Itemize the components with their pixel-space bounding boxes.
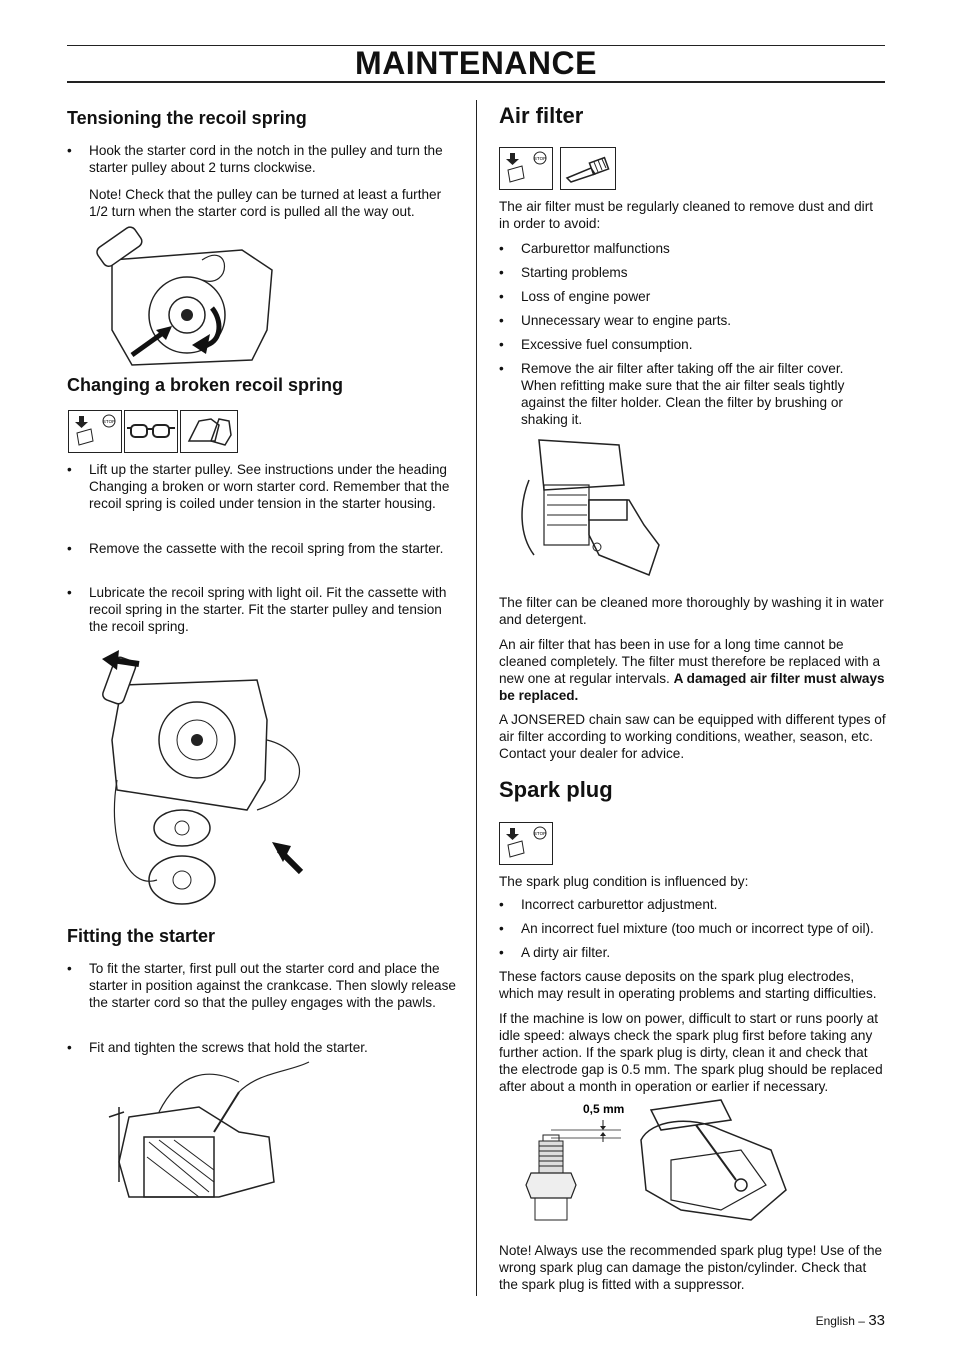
spark-plug-illustration: [521, 1100, 796, 1230]
heading-tensioning: Tensioning the recoil spring: [67, 108, 307, 128]
page-footer: [816, 1312, 885, 1329]
air-filter-types: A JONSERED chain saw can be equipped with different types of air filter according to working conditions, weather, season, etc. Contact your dealer for advice.: [499, 712, 886, 761]
gloves-icon: [180, 410, 238, 453]
spark-check: If the machine is low on power, difficult to start or runs poorly at idle speed: always check the spark plug first before taking any further action. If the spark plug is dirty, clean it and check that the electrode gap is 0.5 mm. The spark plug should be replaced after about a month in operation or earlier if necessary.: [499, 1011, 883, 1094]
svg-text:0,5 mm: 0,5 mm: [583, 1102, 625, 1116]
fitting-starter-illustration: [89, 1062, 339, 1202]
air-filter-replace: An air filter that has been in use for a long time cannot be cleaned completely. The filter must therefore be replaced with a new one at regular intervals. A damaged air filter must always be replaced.: [499, 637, 885, 703]
starter-tension-illustration: [92, 230, 302, 375]
spark-deposits: These factors cause deposits on the spark plug electrodes, which may result in operating problems and starting difficulties.: [499, 969, 877, 1001]
spark-note: Note! Always use the recommended spark plug type! Use of the wrong spark plug can damage the piston/cylinder. Check that the spark plug is fitted with a suppressor.: [499, 1243, 883, 1292]
air-filter-wash: The filter can be cleaned more thoroughly by washing it in water and detergent.: [499, 595, 884, 627]
recoil-spring-exploded-illustration: [87, 640, 347, 915]
heading-fitting: Fitting the starter: [67, 926, 216, 946]
note-tensioning: Note! Check that the pulley can be turned at least a further 1/2 turn when the starter cord is pulled all the way out.: [89, 187, 442, 219]
footer-dash: –: [858, 1314, 865, 1328]
goggles-icon: [124, 410, 178, 453]
stop-engine-icon: [68, 410, 122, 453]
brush-icon: [560, 147, 616, 190]
stop-engine-icon: [499, 147, 553, 190]
left-column: Tensioning the recoil spring • Hook the starter cord in the notch in the pulley and turn the starter pulley about 2 turns clockwise. Note! Check that the pulley can be turned at least a further 1/2 turn when the starter cord is pulled all the way out. Changing a broken recoil spring STOP • Lift up the starter pulley. See instructions under the heading Changing a broken or worn starter cord. Remember that the recoil spring is coiled under tension in the starter housing. • Remove the cassette with the recoil spring from the starter. • Lubricate the recoil spring with light oil. Fit the cassette with recoil spring in the starter. Fit the starter pulley and tension the recoil spring. Fitting the starter • To fit the starter, first pull out the starter cord and place the starter in position against the crankcase. Then slowly release the starter cord so that the pulley engages with the pawls. • Fit and tighten the screws that hold the starter.: [67, 0, 462, 1351]
svg-text:STOP: STOP: [102, 419, 116, 424]
svg-text:STOP: STOP: [533, 156, 547, 161]
svg-text:STOP: STOP: [533, 831, 547, 836]
heading-air-filter: Air filter: [499, 103, 584, 128]
right-column: Air filter STOP The air filter must be regularly cleaned to remove dust and dirt in order to avoid: • Carburettor malfunctions • Starting problems • Loss of engine power • Unnecessary wear to engine parts. • Excessive fuel consumption. • Remove the air filter after taking off the air filter cover. When refitting make sure that the air filter seals tightly against the filter holder. Clean the filter by brushing or shaking it. The filter can be cleaned more thoroughly by washing it in water and detergent. An air filter that has been in use for a long time cannot be cleaned completely. The filter must therefore be replaced with a new one at regular intervals. A damaged air filter must always be replaced. A JONSERED chain saw can be equipped with different types of air filter according to working conditions, weather, season, etc. Contact your dealer for advice. Spark plug STOP The spark plug condition is influenced by: • Incorrect carburettor adjustment. • An incorrect fuel mixture (too much or incorrect type of oil). • A dirty air filter. These factors cause deposits on the spark plug electrodes, which may result in operating problems and starting difficulties. If the machine is low on power, difficult to start or runs poorly at idle speed: always check the spark plug first before taking any further action. If the spark plug is dirty, clean it and check that the electrode gap is 0.5 mm. The spark plug should be replaced after about a month in operation or earlier if necessary. 0,5 mm Note! Always use the recommended spark plug type! Use of the wrong spark plug can damage the piston/cylinder. Check that the spark plug is fitted with a suppressor.: [499, 103, 886, 1292]
column-divider: [476, 100, 477, 1296]
air-filter-intro: The air filter must be regularly cleaned to remove dust and dirt in order to avoid:: [499, 199, 874, 231]
page-title: MAINTENANCE: [355, 45, 597, 81]
heading-changing: Changing a broken recoil spring: [67, 375, 344, 395]
page-number: 33: [868, 1312, 885, 1329]
air-filter-illustration: [519, 435, 664, 585]
footer-language: English: [815, 1314, 855, 1328]
spark-intro: The spark plug condition is influenced by:: [499, 874, 749, 889]
heading-spark-plug: Spark plug: [499, 777, 613, 802]
stop-engine-icon: [499, 822, 553, 865]
